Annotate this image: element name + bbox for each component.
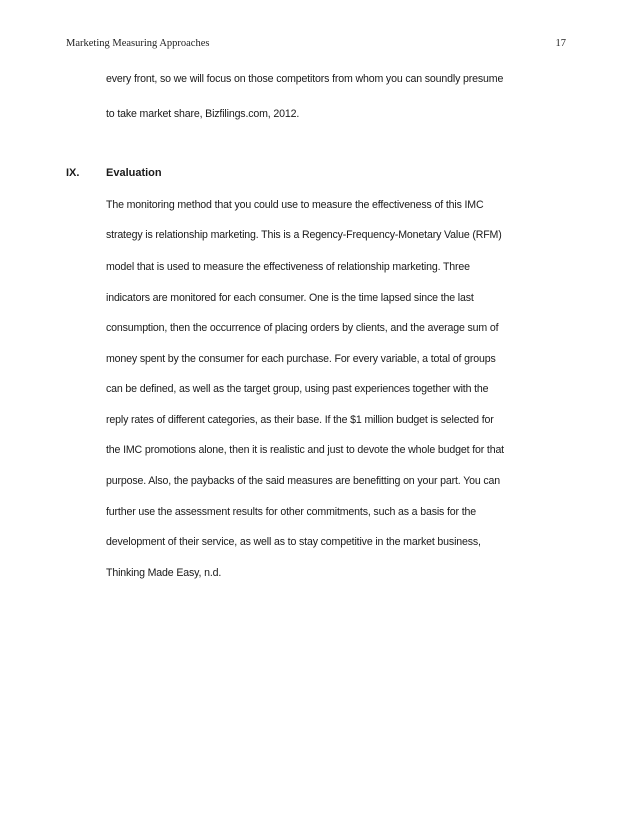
- paragraph-line: model that is used to measure the effectiveness of relationship marketing. Three: [106, 261, 470, 273]
- paragraph-line: to take market share, Bizfilings.com, 2012.: [106, 108, 300, 120]
- page-number: 17: [555, 38, 566, 49]
- paragraph-line: every front, so we will focus on those competitors from whom you can soundly presume: [106, 73, 504, 85]
- paragraph-line: consumption, then the occurrence of placing orders by clients, and the average sum of: [106, 322, 499, 334]
- paragraph-line: Thinking Made Easy, n.d.: [106, 567, 222, 579]
- paragraph-line: strategy is relationship marketing. This is a Regency-Frequency-Monetary Value (RFM): [106, 229, 502, 241]
- section-heading: Evaluation: [106, 167, 162, 179]
- paragraph-line: further use the assessment results for other commitments, such as a basis for the: [106, 506, 476, 518]
- paragraph-line: indicators are monitored for each consumer. One is the time lapsed since the last: [106, 292, 474, 304]
- paragraph-line: can be defined, as well as the target group, using past experiences together with the: [106, 383, 489, 395]
- paragraph-line: The monitoring method that you could use to measure the effectiveness of this IMC: [106, 199, 484, 211]
- paragraph-line: development of their service, as well as to stay competitive in the market business,: [106, 536, 481, 548]
- running-head: Marketing Measuring Approaches: [66, 38, 210, 49]
- paragraph-line: money spent by the consumer for each purchase. For every variable, a total of groups: [106, 353, 496, 365]
- paragraph-line: reply rates of different categories, as their base. If the $1 million budget is selected for: [106, 414, 494, 426]
- paragraph-line: the IMC promotions alone, then it is realistic and just to devote the whole budget for that: [106, 444, 504, 456]
- paragraph-line: purpose. Also, the paybacks of the said measures are benefitting on your part. You can: [106, 475, 501, 487]
- section-number: IX.: [66, 167, 80, 179]
